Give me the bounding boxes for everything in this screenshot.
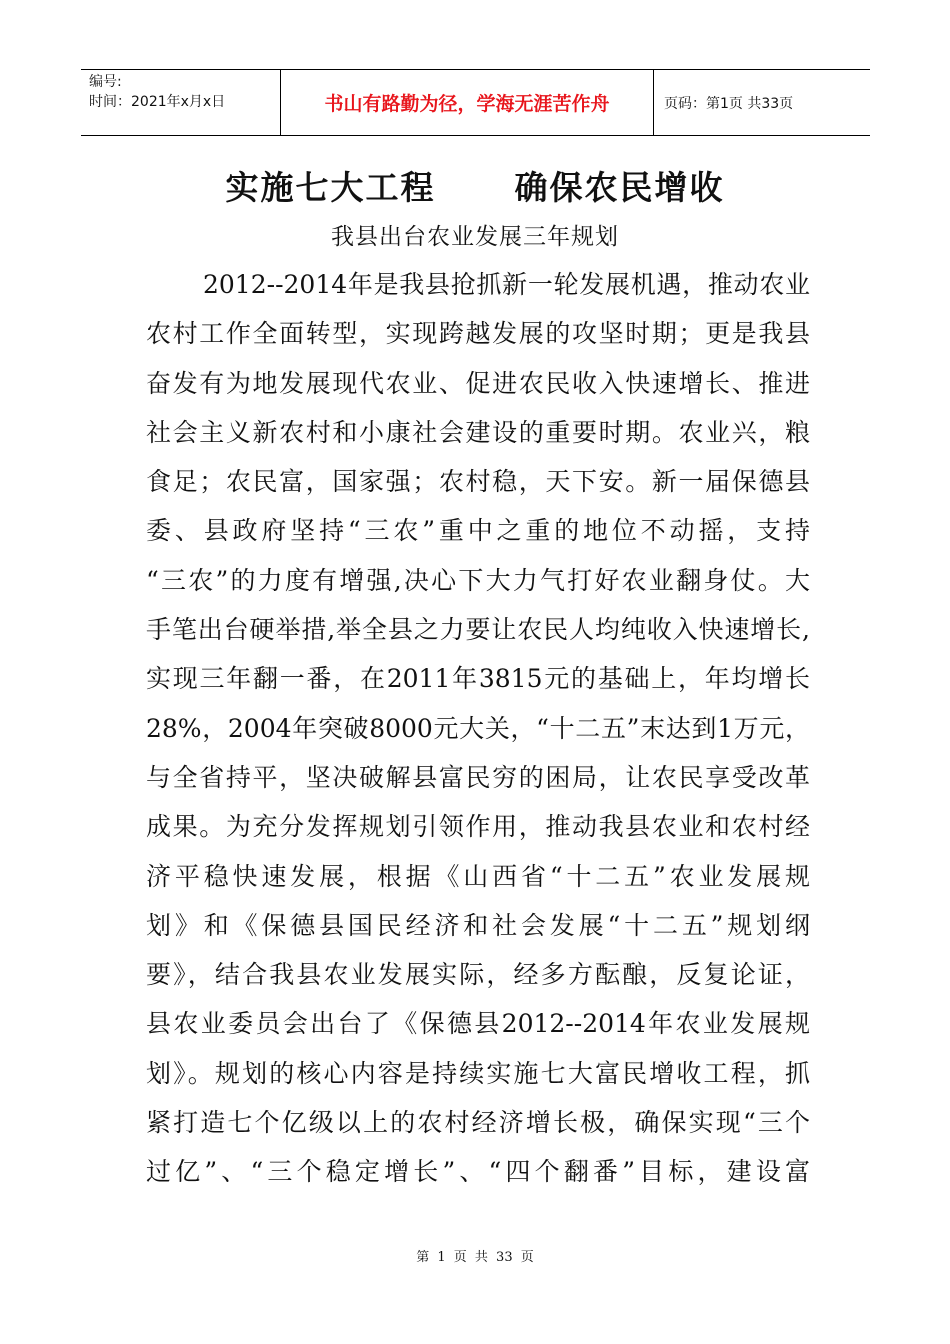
body-line: 委、县政府坚持“三农”重中之重的地位不动摇，支持: [146, 516, 810, 546]
motto-text: 书山有路勤为径，学海无涯苦作舟: [324, 93, 610, 115]
body-line: 紧打造七个亿级以上的农村经济增长极，确保实现“三个: [146, 1108, 810, 1138]
body-line: 实现三年翻一番，在2011年3815元的基础上，年均增长: [146, 664, 810, 694]
document-header: [81, 69, 870, 136]
body-line: 过亿”、“三个稳定增长”、“四个翻番”目标，建设富: [146, 1157, 810, 1187]
body-line: 与全省持平，坚决破解县富民穷的困局，让农民享受改革: [146, 762, 810, 792]
body-line: 要》，结合我县农业发展实际，经多方酝酿，反复论证，: [146, 960, 810, 990]
time-label: 时间：2021年x月x日: [89, 94, 226, 110]
body-line: 县农业委员会出台了《保德县2012--2014年农业发展规: [146, 1009, 810, 1039]
body-line: 手笔出台硬举措,举全县之力要让农民人均纯收入快速增长,: [146, 615, 810, 645]
page-footer: 第 1 页 共 33 页: [416, 1250, 534, 1265]
document-title: 实施七大工程 确保农民增收: [225, 168, 725, 207]
body-line: 奋发有为地发展现代农业、促进农民收入快速增长、推进: [146, 368, 810, 398]
document-subtitle: 我县出台农业发展三年规划: [331, 224, 619, 250]
header-meta-cell: [81, 70, 281, 135]
page-info: 页码：第1页 共33页: [664, 95, 794, 112]
body-line: 28%，2004年突破8000元大关，“十二五”末达到1万元，: [146, 713, 810, 743]
body-line: 划》和《保德县国民经济和社会发展“十二五”规划纲: [146, 910, 810, 940]
body-line: 农村工作全面转型，实现跨越发展的攻坚时期；更是我县: [146, 319, 810, 349]
body-line: 济平稳快速发展，根据《山西省“十二五”农业发展规: [146, 861, 810, 891]
body-line: 社会主义新农村和小康社会建设的重要时期。农业兴，粮: [146, 417, 810, 447]
body-line: 食足；农民富，国家强；农村稳，天下安。新一届保德县: [146, 467, 810, 497]
document-body: [146, 260, 810, 1197]
body-line: 成果。为充分发挥规划引领作用，推动我县农业和农村经: [146, 812, 810, 842]
number-label: 编号:: [89, 74, 122, 90]
header-page-cell: [654, 70, 870, 135]
body-line: “三农”的力度有增强,决心下大力气打好农业翻身仗。大: [146, 565, 810, 595]
header-motto-cell: [281, 70, 654, 135]
body-line: 2012--2014年是我县抢抓新一轮发展机遇，推动农业: [203, 270, 810, 299]
body-line: 划》。规划的核心内容是持续实施七大富民增收工程，抓: [146, 1058, 810, 1088]
